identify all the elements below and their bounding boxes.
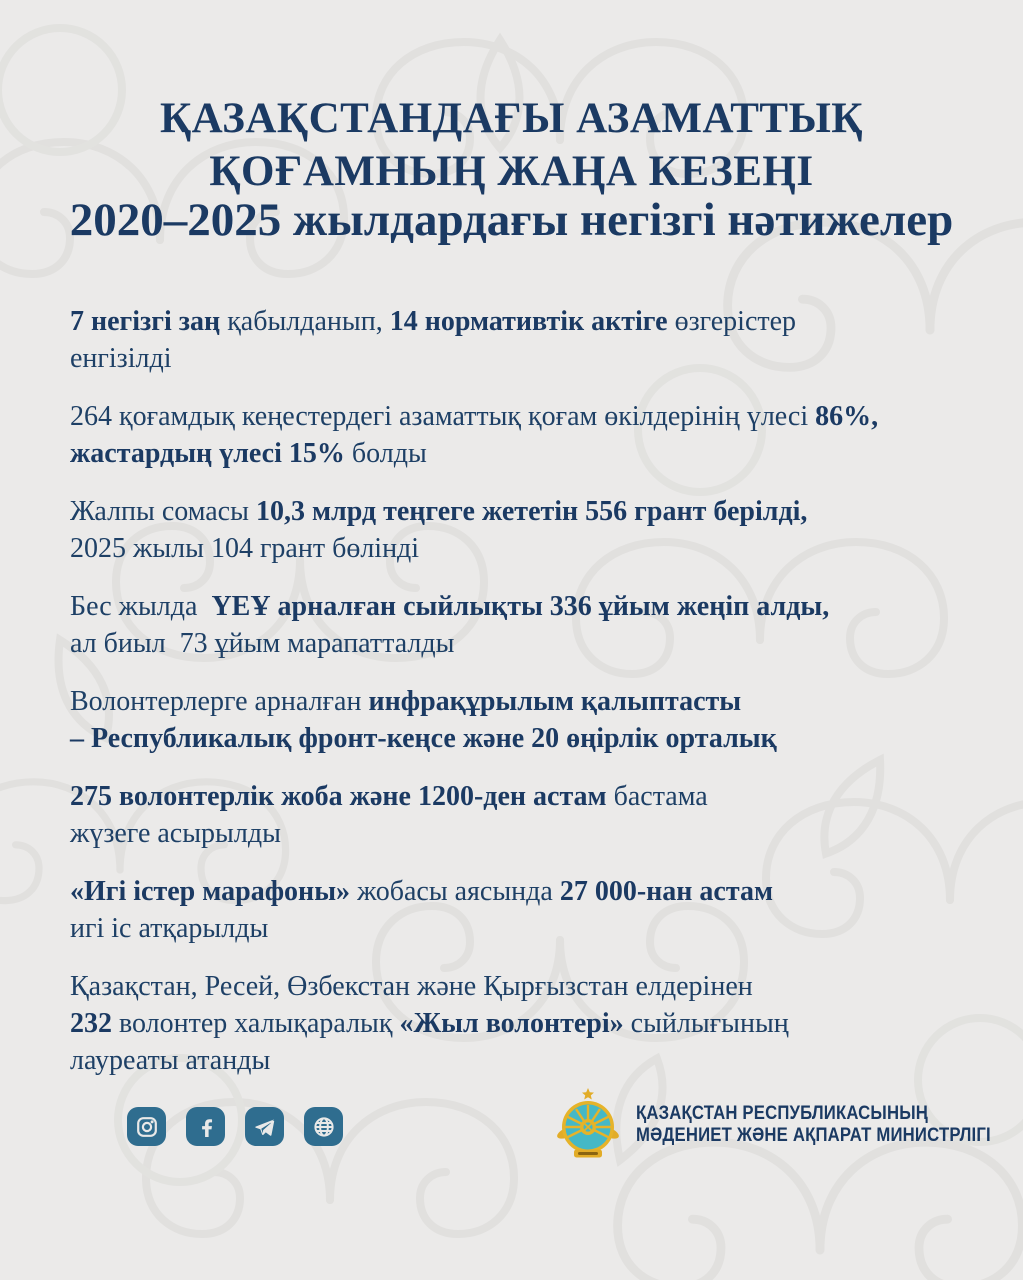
title-line-1: ҚАЗАҚСТАНДАҒЫ АЗАМАТТЫҚ <box>159 95 863 142</box>
telegram-icon <box>253 1115 277 1139</box>
fact-item: Қазақстан, Ресей, Өзбекстан және Қырғызстан елдерінен 232 волонтер халықаралық «Жыл волонтері» сыйлығының лауреаты атанды <box>70 971 789 1076</box>
telegram-button[interactable] <box>245 1107 284 1146</box>
ministry-name-line-1: ҚАЗАҚСТАН РЕСПУБЛИКАСЫНЫҢ <box>636 1103 929 1124</box>
emblem-star <box>582 1088 594 1100</box>
facebook-button[interactable] <box>186 1107 225 1146</box>
page-subtitle: 2020–2025 жылдардағы негізгі нәтижелер <box>69 194 954 246</box>
website-button[interactable] <box>304 1107 343 1146</box>
fact-item: Волонтерлерге арналған инфрақұрылым қалыптасты – Республикалық фронт-кеңсе және 20 өңірлік орталық <box>70 686 777 754</box>
fact-item: Жалпы сомасы 10,3 млрд теңгеге жететін 556 грант берілді, 2025 жылы 104 грант бөлінді <box>70 496 808 564</box>
instagram-icon <box>135 1115 159 1139</box>
globe-icon <box>312 1115 336 1139</box>
page-title <box>0 92 1023 198</box>
instagram-button[interactable] <box>127 1107 166 1146</box>
fact-item: 7 негізгі заң қабылданып, 14 нормативтік актіге өзгерістер енгізілді <box>70 306 797 374</box>
facts-list <box>70 303 983 1100</box>
fact-item: Бес жылда ҮЕҰ арналған сыйлықты 336 ұйым жеңіп алды, ал биыл 73 ұйым марапатталды <box>70 591 830 659</box>
ministry-name-line-2: МӘДЕНИЕТ ЖӘНЕ АҚПАРАТ МИНИСТРЛІГІ <box>636 1125 991 1146</box>
title-line-2: ҚОҒАМНЫҢ ЖАҢА КЕЗЕҢІ <box>209 148 814 195</box>
fact-item: «Игі істер марафоны» жобасы аясында 27 000-нан астам игі іс атқарылды <box>70 876 774 944</box>
fact-item: 264 қоғамдық кеңестердегі азаматтық қоғам өкілдерінің үлесі 86%, жастардың үлесі 15% болды <box>70 401 879 469</box>
social-links <box>127 1107 343 1146</box>
ministry-name <box>636 1103 991 1147</box>
fact-item: 275 волонтерлік жоба және 1200-ден астам бастама жүзеге асырылды <box>70 781 708 849</box>
facebook-icon <box>194 1115 218 1139</box>
ministry-signature <box>556 1086 1023 1164</box>
kazakhstan-emblem-icon <box>556 1086 620 1164</box>
